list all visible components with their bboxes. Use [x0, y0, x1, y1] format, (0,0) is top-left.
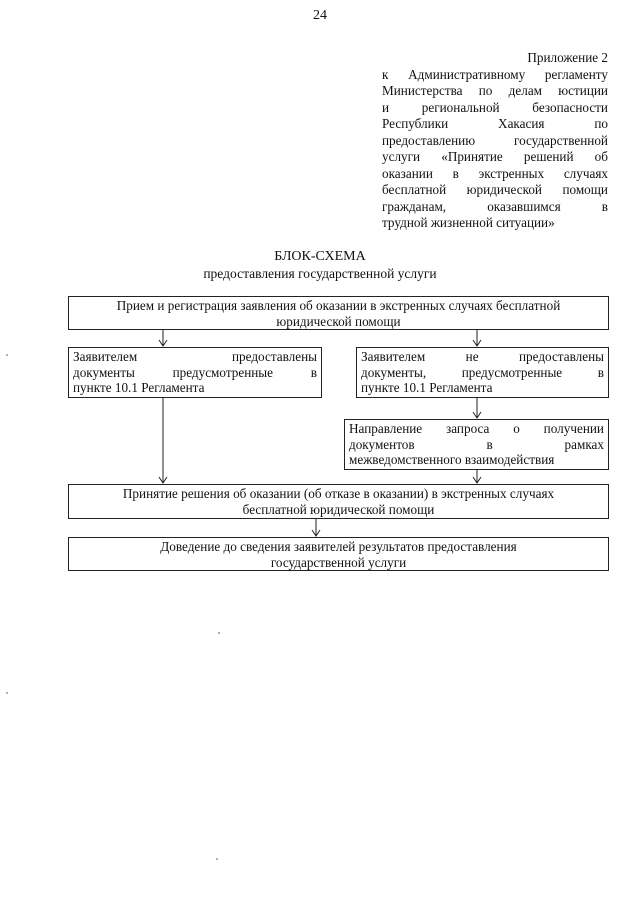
appendix-line: трудной жизненной ситуации»: [382, 215, 555, 230]
scan-speck: [6, 692, 8, 694]
box-line: юридической помощи: [276, 313, 401, 329]
interagency-request-box: [344, 419, 609, 470]
scheme-subtitle: предоставления государственной услуги: [203, 266, 437, 281]
box-line: бесплатной юридической помощи: [242, 501, 435, 517]
decision-box: [68, 484, 609, 519]
box-line: документов в рамках: [349, 436, 604, 452]
appendix-line: гражданам, оказавшимся в: [382, 198, 608, 214]
documents-provided-box: [68, 347, 322, 398]
scan-speck: [6, 354, 8, 356]
box-line: государственной услуги: [270, 554, 407, 570]
box-line: документы предусмотренные в: [73, 364, 317, 380]
box-line: пункте 10.1 Регламента: [361, 380, 493, 395]
box-line: Прием и регистрация заявления об оказании в экстренных случаях бесплатной: [116, 298, 561, 313]
arrowhead-icon: [473, 412, 481, 418]
scheme-title: БЛОК-СХЕМА: [274, 249, 366, 264]
arrowhead-icon: [473, 477, 481, 483]
appendix-line: Министерства по делам юстиции: [382, 83, 608, 98]
appendix-header: [382, 50, 608, 232]
documents-not-provided-box: [356, 347, 609, 398]
appendix-line: бесплатной юридической помощи: [382, 182, 608, 197]
arrowhead-icon: [159, 340, 167, 346]
box-line: документы, предусмотренные в: [361, 364, 604, 380]
arrowhead-icon: [473, 340, 481, 346]
arrowhead-icon: [312, 530, 320, 536]
scan-speck: [218, 632, 220, 634]
arrowhead-icon: [159, 477, 167, 483]
appendix-line: к Административному регламенту: [382, 66, 608, 82]
appendix-line: услуги «Принятие решений об: [382, 149, 608, 164]
page-number: 24: [313, 8, 327, 23]
box-line: межведомственного взаимодействия: [349, 452, 555, 467]
appendix-line: Республики Хакасия по: [382, 116, 608, 131]
reception-box: [68, 296, 609, 330]
notification-box: [68, 537, 609, 571]
box-line: Доведение до сведения заявителей результатов предоставления: [160, 539, 517, 554]
appendix-line: предоставлению государственной: [382, 132, 608, 148]
appendix-line: Приложение 2: [527, 50, 608, 65]
box-line: Заявителем не предоставлены: [361, 349, 604, 364]
box-line: Принятие решения об оказании (об отказе в оказании) в экстренных случаях: [122, 486, 555, 501]
box-line: пункте 10.1 Регламента: [73, 380, 205, 395]
appendix-line: и региональной безопасности: [382, 99, 608, 115]
box-line: Заявителем предоставлены: [73, 349, 317, 364]
appendix-line: оказании в экстренных случаях: [382, 165, 608, 181]
box-line: Направление запроса о получении: [349, 421, 604, 436]
scan-speck: [216, 858, 218, 860]
